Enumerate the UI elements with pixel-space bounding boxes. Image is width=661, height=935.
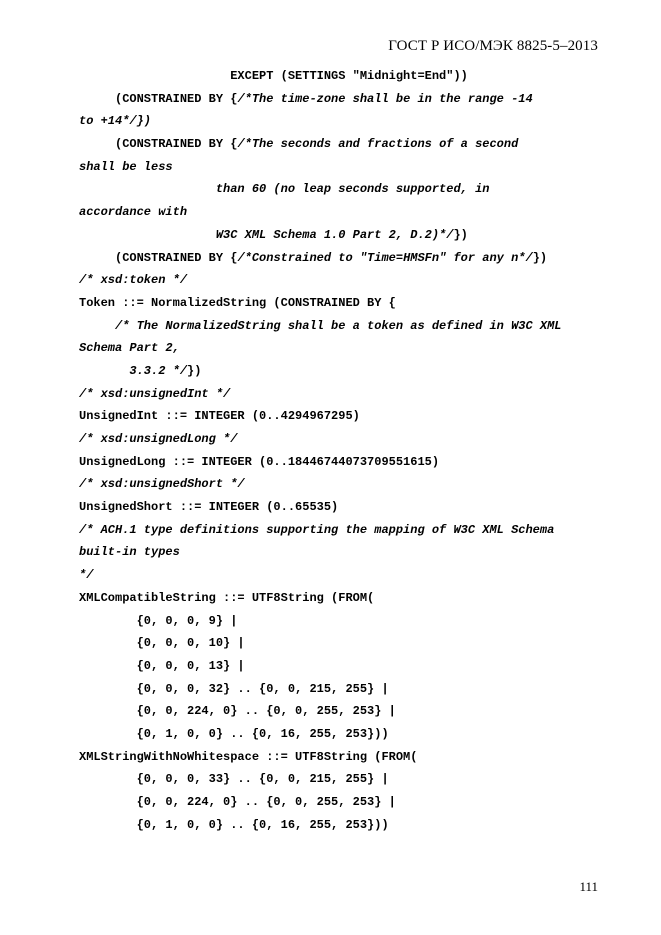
code-line <box>79 746 619 769</box>
code-text: {0, 1, 0, 0} .. {0, 16, 255, 253})) <box>79 726 389 741</box>
code-text: (CONSTRAINED BY { <box>79 91 238 106</box>
code-line <box>79 496 619 519</box>
code-line <box>79 110 619 133</box>
code-text: }) <box>532 250 548 265</box>
code-line <box>79 156 619 179</box>
code-line <box>79 315 619 338</box>
code-comment: /* The NormalizedString shall be a token as defined in W3C XML <box>79 318 562 333</box>
code-line <box>79 428 619 451</box>
code-line <box>79 292 619 315</box>
code-text: Token ::= NormalizedString (CONSTRAINED BY { <box>79 295 396 310</box>
code-comment: /* xsd:unsignedLong */ <box>79 432 238 446</box>
code-comment: Schema Part 2, <box>79 341 180 356</box>
code-line <box>79 473 619 496</box>
code-comment: /*Constrained to "Time=HMSFn" for any n*/ <box>237 250 533 265</box>
code-line <box>79 405 619 428</box>
code-line <box>79 723 619 746</box>
code-text: EXCEPT (SETTINGS "Midnight=End")) <box>79 69 468 83</box>
code-line <box>79 564 619 587</box>
code-comment: to +14*/}) <box>79 114 152 129</box>
code-comment: than 60 (no leap seconds supported, in <box>79 182 490 197</box>
code-comment: shall be less <box>79 159 173 174</box>
page-number: 111 <box>579 879 598 894</box>
code-text: (CONSTRAINED BY { <box>79 250 238 265</box>
code-comment: /*The seconds and fractions of a second <box>237 137 519 152</box>
code-line <box>79 133 619 156</box>
code-line <box>79 541 619 564</box>
code-line <box>79 678 619 701</box>
code-line <box>79 337 619 360</box>
code-comment: /* АCH.1 type definitions supporting the mapping of W3C XML Schema <box>79 522 555 537</box>
code-line <box>79 791 619 814</box>
code-line <box>79 269 619 292</box>
document-header: ГОСТ Р ИСО/МЭК 8825-5–2013 <box>388 38 598 54</box>
code-text: XMLStringWithNoWhitespace ::= UTF8String (FROM( <box>79 749 418 764</box>
code-comment: /* xsd:unsignedInt */ <box>79 386 231 401</box>
code-line <box>79 768 619 791</box>
code-line <box>79 610 619 633</box>
code-text: {0, 0, 0, 13} | <box>79 658 245 673</box>
code-line <box>79 224 619 247</box>
code-text: {0, 0, 224, 0} .. {0, 0, 255, 253} | <box>79 704 396 719</box>
code-line <box>79 700 619 723</box>
code-line <box>79 247 619 270</box>
code-line <box>79 451 619 474</box>
code-line <box>79 88 619 111</box>
code-line <box>79 360 619 383</box>
code-comment: accordance with <box>79 205 188 220</box>
code-comment: /*The time-zone shall be in the range -14 <box>237 91 533 106</box>
code-text: UnsignedInt ::= INTEGER (0..4294967295) <box>79 409 360 424</box>
code-comment: /* xsd:token */ <box>79 273 188 288</box>
asn1-code-listing <box>79 65 619 836</box>
code-line <box>79 814 619 837</box>
code-text: XMLCompatibleString ::= UTF8String (FROM( <box>79 590 375 605</box>
code-line <box>79 201 619 224</box>
code-comment: 3.3.2 */ <box>79 363 188 378</box>
code-line <box>79 383 619 406</box>
code-text: {0, 0, 0, 9} | <box>79 613 238 628</box>
code-text: {0, 0, 0, 10} | <box>79 636 245 651</box>
code-text: {0, 0, 0, 33} .. {0, 0, 215, 255} | <box>79 772 389 787</box>
code-text: UnsignedLong ::= INTEGER (0..18446744073709551615) <box>79 454 440 469</box>
code-comment: /* xsd:unsignedShort */ <box>79 477 245 492</box>
code-line <box>79 632 619 655</box>
code-text: (CONSTRAINED BY { <box>79 137 238 152</box>
code-text: }) <box>453 227 468 242</box>
code-text: }) <box>187 363 202 378</box>
code-line <box>79 519 619 542</box>
code-line <box>79 655 619 678</box>
code-line <box>79 587 619 610</box>
code-text: UnsignedShort ::= INTEGER (0..65535) <box>79 500 339 515</box>
code-comment: W3C XML Schema 1.0 Part 2, D.2)*/ <box>79 227 454 242</box>
code-line <box>79 178 619 201</box>
code-line <box>79 65 619 88</box>
code-text: {0, 1, 0, 0} .. {0, 16, 255, 253})) <box>79 817 389 832</box>
code-comment: */ <box>79 568 94 583</box>
code-comment: built-in types <box>79 545 180 560</box>
code-text: {0, 0, 224, 0} .. {0, 0, 255, 253} | <box>79 795 396 809</box>
code-text: {0, 0, 0, 32} .. {0, 0, 215, 255} | <box>79 681 389 696</box>
